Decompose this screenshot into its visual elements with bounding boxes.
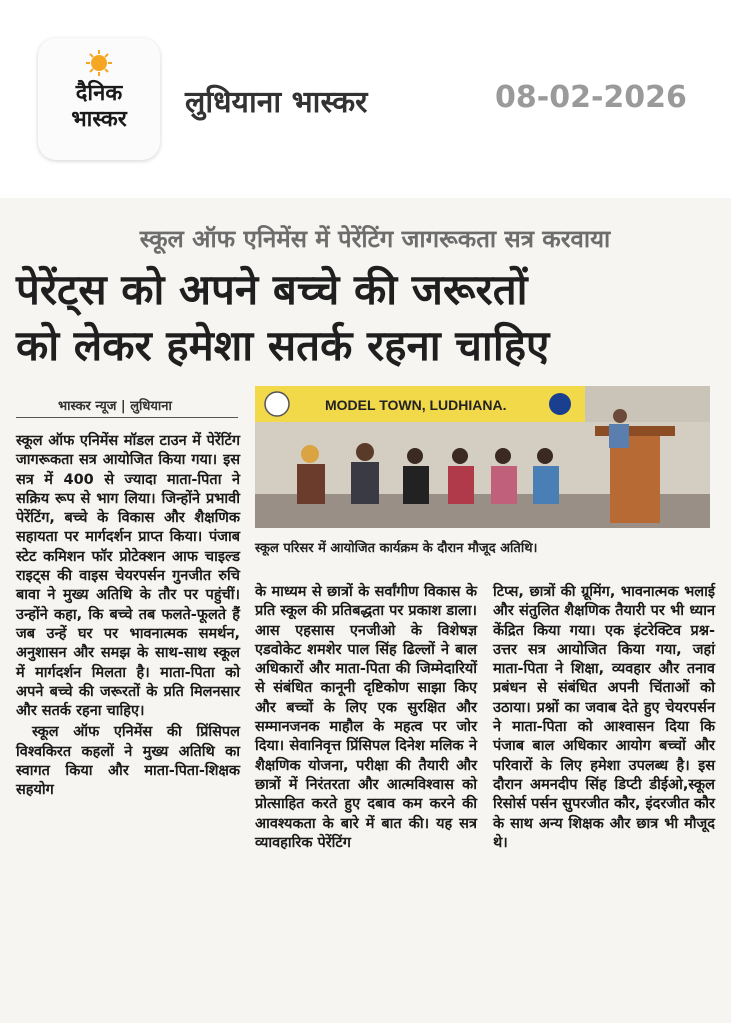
column-2-text: के माध्यम से छात्रों के सर्वांगीण विकास के प्रति स्कूल की प्रतिबद्धता पर प्रकाश डाला। आस एहसास एनजीओ के विशेषज्ञ एडवोकेट शमशेर पाल सिंह ढिल्लों ने बाल अधिकारों और माता-पिता की जिम्मेदारियों से संबंधित कानूनी दृष्टिकोण साझा किए और बच्चों के लिए एक सुरक्षित और सम्मानजनक माहौल के महत्व पर जोर दिया। सेवानिवृत्त प्रिंसिपल दिनेश मलिक ने शैक्षणिक योजना, परीक्षा की तैयारी और छात्रों में निरंतरता और आत्मविश्वास को प्रोत्साहित करते हुए दबाव कम करने की आवश्यकता के बारे में बात की। यह सत्र व्यावहारिक पेरेंटिंग <box>255 584 477 851</box>
sun-icon <box>86 50 112 76</box>
article-headline <box>16 262 716 374</box>
logo-line-1: दैनिक <box>75 81 123 106</box>
photo-caption: स्कूल परिसर में आयोजित कार्यक्रम के दौरान मौजूद अतिथि। <box>255 541 538 556</box>
headline-line-1: पेरेंट्स को अपने बच्चे की जरूरतों <box>16 265 528 314</box>
photo-banner-text: MODEL TOWN, LUDHIANA. <box>325 397 507 413</box>
article-column-3 <box>493 583 715 855</box>
column-1-paragraph-1: स्कूल ऑफ एनिमेंस मॉडल टाउन में पेरेंटिंग जागरूकता सत्र आयोजित किया गया। इस सत्र में 400 से ज्यादा माता-पिता ने सक्रिय रूप से भाग लिया। जिन्होंने प्रभावी पेरेंटिंग, बच्चे के विकास और शैक्षणिक सहायता पर मार्गदर्शन प्राप्त किया। पंजाब स्टेट कमिशन फॉर प्रोटेक्शन आफ चाइल्ड राइट्स की वाइस चेयरपर्सन गुनजीत रुचि बावा ने मुख्य अतिथि के तौर पर पहुंचीं। उन्होंने कहा, कि बच्चे तब फलते-फूलते हैं जब उन्हें घर पर भावनात्मक समर्थन, अनुशासन और समझ के साथ-साथ स्कूल में मार्गदर्शन मिलता है। माता-पिता को अपने बच्चे की जरूरतों के प्रति मिलनसार और सतर्क रहना चाहिए। <box>16 433 240 720</box>
article-kicker: स्कूल ऑफ एनिमेंस में पेरेंटिंग जागरूकता सत्र करवाया <box>139 225 611 253</box>
newspaper-logo[interactable] <box>38 38 160 160</box>
edition-date: 08-02-2026 <box>495 80 687 115</box>
article-byline: भास्कर न्यूज | लुधियाना <box>58 399 172 414</box>
article-column-1 <box>16 432 240 803</box>
header <box>0 0 731 190</box>
event-photo-illustration <box>255 386 710 528</box>
column-1-paragraph-2: स्कूल ऑफ एनिमेंस की प्रिंसिपल विश्वकिरत कहलों ने मुख्य अतिथि का स्वागत किया और माता-पिता-शिक्षक सहयोग <box>16 724 240 799</box>
article-column-2 <box>255 583 477 855</box>
headline-line-2: को लेकर हमेशा सतर्क रहना चाहिए <box>16 321 550 370</box>
event-photo <box>255 386 710 528</box>
byline-divider <box>16 417 238 418</box>
logo-line-2: भास्कर <box>71 107 127 132</box>
column-3-text: टिप्स, छात्रों की ग्रूमिंग, भावनात्मक भलाई और संतुलित शैक्षणिक तैयारी पर भी ध्यान केंद्रित किया गया। एक इंटरेक्टिव प्रश्न-उत्तर सत्र आयोजित किया गया, जहां माता-पिता ने शिक्षा, व्यवहार और तनाव प्रबंधन से संबंधित अपनी चिंताओं को उठाया। प्रश्नों का जवाब देते हुए चेयरपर्सन ने माता-पिता को आश्वासन दिया कि पंजाब बाल अधिकार आयोग बच्चों और परिवारों के लिए हमेशा उपलब्ध है। इस दौरान अमनदीप सिंह डिप्टी डीईओ,स्कूल रिसोर्स पर्सन सुपरजीत कौर, इंदरजीत कौर के साथ अन्य शिक्षक और छात्र भी मौजूद थे। <box>493 584 715 851</box>
edition-title: लुधियाना भास्कर <box>185 85 368 120</box>
